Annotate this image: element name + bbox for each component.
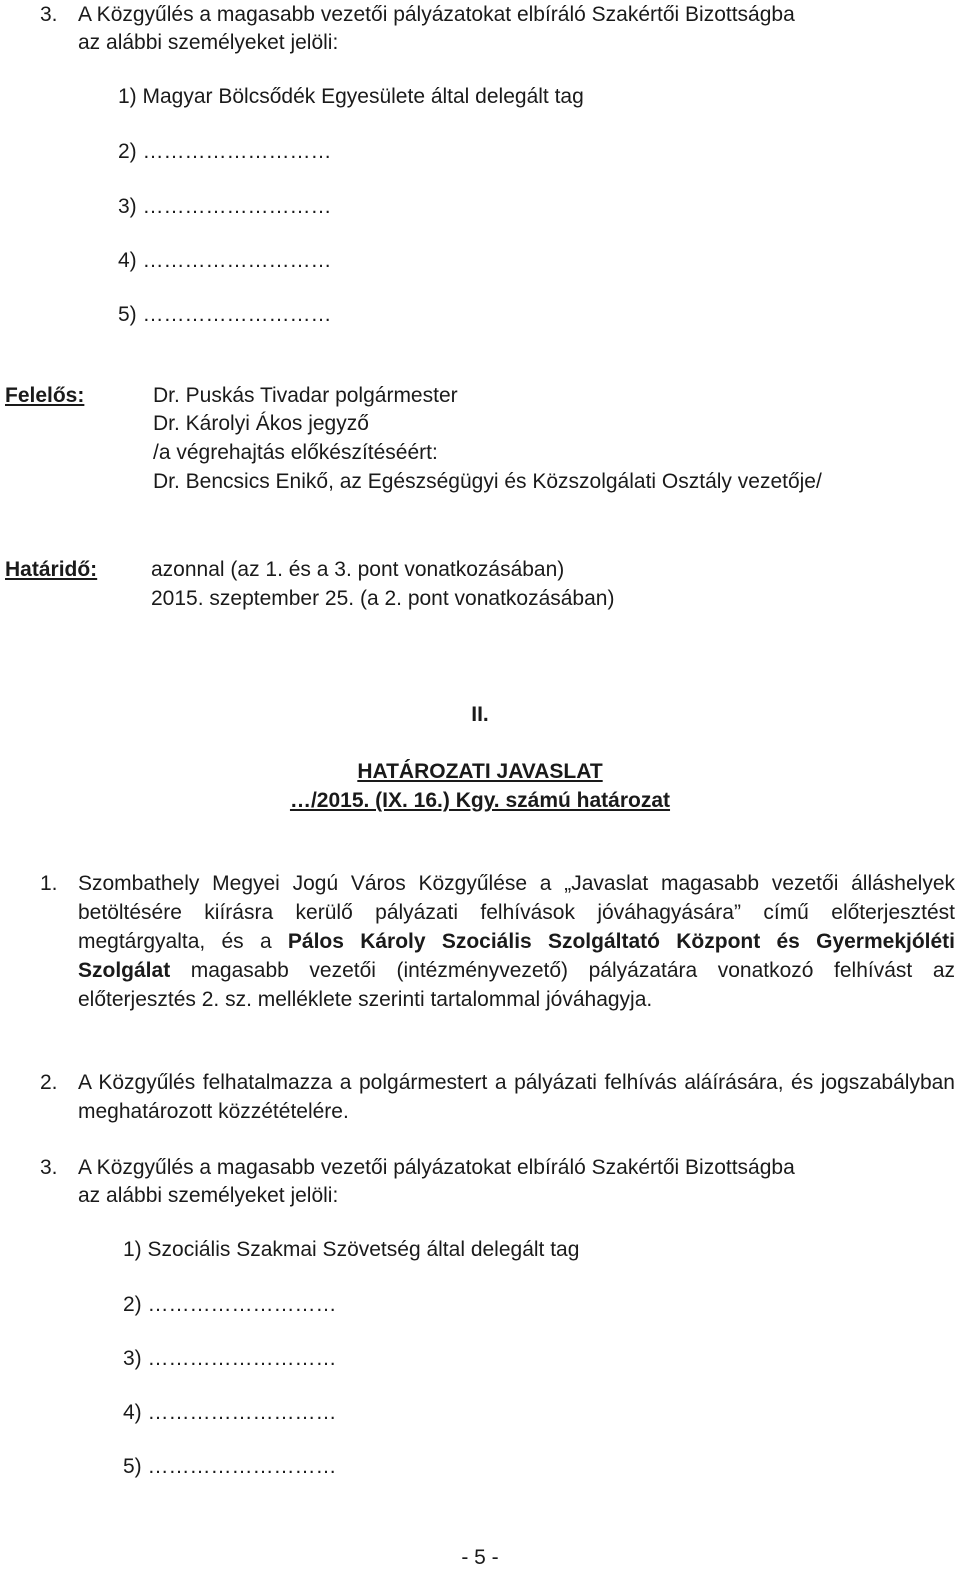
item-3-member-5: 5) ……………………… bbox=[123, 1455, 337, 1478]
item-2-number: 2. bbox=[40, 1071, 58, 1094]
page-number: - 5 - bbox=[461, 1546, 499, 1569]
responsible-line-3: /a végrehajtás előkészítéséért: bbox=[153, 441, 438, 464]
top-item-3-line-1: A Közgyűlés a magasabb vezetői pályázatokat elbíráló Szakértői Bizottságba bbox=[78, 3, 795, 26]
responsible-label: Felelős: bbox=[5, 384, 85, 407]
deadline-label: Határidő: bbox=[5, 558, 98, 581]
item-3-line-1: A Közgyűlés a magasabb vezetői pályázatokat elbíráló Szakértői Bizottságba bbox=[78, 1156, 795, 1179]
item-3-member-1: 1) Szociális Szakmai Szövetség által delegált tag bbox=[123, 1238, 580, 1261]
section-roman-numeral: II. bbox=[471, 703, 489, 726]
deadline-line-2: 2015. szeptember 25. (a 2. pont vonatkozásában) bbox=[151, 587, 615, 610]
item-1-text-part-1: Szombathely Megyei Jogú Város Közgyűlése a „Javaslat magasabb vezetői álláshelyek betöltésére kiírásra kerülő pályázati felhívások jóváhagyására” című előterjesztést megtárgyalta, és a bbox=[78, 872, 955, 953]
deadline-line-1: azonnal (az 1. és a 3. pont vonatkozásában) bbox=[151, 558, 565, 581]
item-3-member-3: 3) ……………………… bbox=[123, 1347, 337, 1370]
item-1-institution-name: Pálos Károly Szociális Szolgáltató Központ és Gyermekjóléti Szolgálat bbox=[78, 930, 956, 982]
top-item-3-line-2: az alábbi személyeket jelöli: bbox=[78, 31, 339, 54]
top-item-3-number: 3. bbox=[40, 3, 58, 26]
responsible-line-4: Dr. Bencsics Enikő, az Egészségügyi és Közszolgálati Osztály vezetője/ bbox=[153, 470, 822, 493]
responsible-line-2: Dr. Károlyi Ákos jegyző bbox=[153, 412, 369, 435]
item-3-member-4: 4) ……………………… bbox=[123, 1401, 337, 1424]
item-1-text bbox=[78, 869, 955, 1014]
item-2-text: A Közgyűlés felhatalmazza a polgármestert a pályázati felhívás aláírására, és jogszabályban meghatározott közzétételére. bbox=[78, 1071, 955, 1123]
responsible-line-1: Dr. Puskás Tivadar polgármester bbox=[153, 384, 458, 407]
resolution-number: …/2015. (IX. 16.) Kgy. számú határozat bbox=[289, 789, 671, 812]
item-3-line-2: az alábbi személyeket jelöli: bbox=[78, 1184, 339, 1207]
item-3-number: 3. bbox=[40, 1156, 58, 1179]
top-member-4: 4) ……………………… bbox=[118, 249, 332, 272]
top-member-5: 5) ……………………… bbox=[118, 303, 332, 326]
top-member-2: 2) ……………………… bbox=[118, 140, 332, 163]
item-3-member-2: 2) ……………………… bbox=[123, 1293, 337, 1316]
item-1-number: 1. bbox=[40, 872, 58, 895]
top-member-1: 1) Magyar Bölcsődék Egyesülete által delegált tag bbox=[118, 85, 584, 108]
item-1-text-part-2: magasabb vezetői (intézményvezető) pályázatára vonatkozó felhívást az előterjesztés 2. sz. melléklete szerinti tartalommal jóváhagyja. bbox=[78, 959, 955, 1011]
top-member-3: 3) ……………………… bbox=[118, 195, 332, 218]
section-title: HATÁROZATI JAVASLAT bbox=[357, 760, 603, 783]
